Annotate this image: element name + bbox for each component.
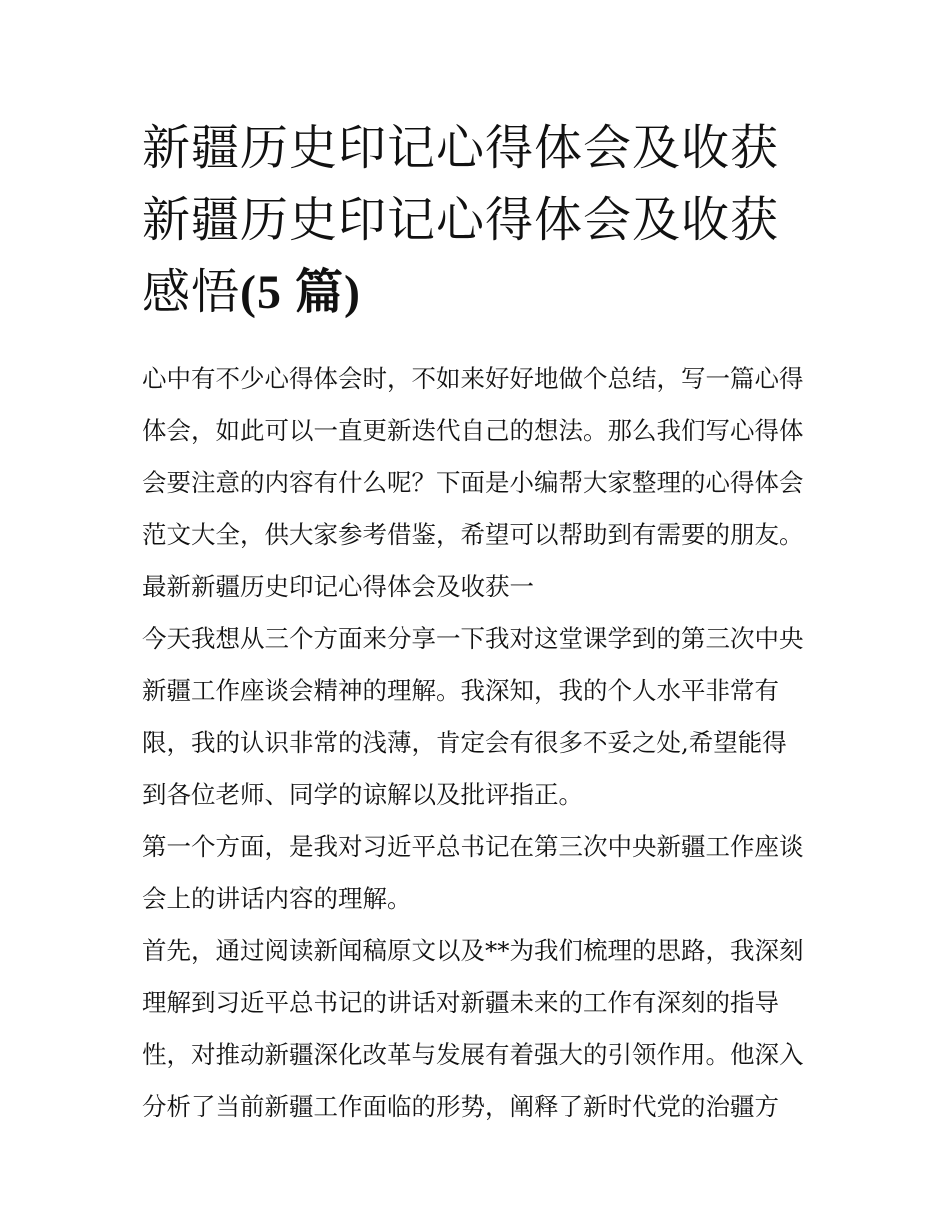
body-line: 今天我想从三个方面来分享一下我对这堂课学到的第三次中央	[142, 624, 804, 653]
body-line: 第一个方面，是我对习近平总书记在第三次中央新疆工作座谈	[142, 832, 804, 861]
document-body	[142, 353, 822, 1133]
body-line: 新疆工作座谈会精神的理解。我深知，我的个人水平非常有	[142, 676, 779, 705]
body-line: 体会，如此可以一直更新迭代自己的想法。那么我们写心得体	[142, 416, 804, 445]
body-line: 会上的讲话内容的理解。	[142, 884, 412, 913]
title-count: (5 篇)	[240, 266, 361, 319]
body-line: 会要注意的内容有什么呢？下面是小编帮大家整理的心得体会	[142, 468, 804, 497]
body-line: 理解到习近平总书记的讲话对新疆未来的工作有深刻的指导	[142, 988, 779, 1017]
title-line: 新疆历史印记心得体会及收获	[142, 192, 780, 248]
body-line: 分析了当前新疆工作面临的形势，阐释了新时代党的治疆方	[142, 1092, 779, 1121]
title-line: 新疆历史印记心得体会及收获	[142, 120, 780, 176]
body-line: 到各位老师、同学的谅解以及批评指正。	[142, 780, 583, 809]
body-line: 性，对推动新疆深化改革与发展有着强大的引领作用。他深入	[142, 1040, 804, 1069]
title-line	[142, 256, 822, 329]
section-heading: 最新新疆历史印记心得体会及收获一	[142, 572, 534, 601]
body-line: 限，我的认识非常的浅薄，肯定会有很多不妥之处,希望能得	[142, 728, 787, 757]
body-line: 首先，通过阅读新闻稿原文以及**为我们梳理的思路，我深刻	[142, 936, 804, 965]
title-line-text: 感悟	[142, 264, 241, 320]
document-title	[142, 112, 822, 329]
body-line: 范文大全，供大家参考借鉴，希望可以帮助到有需要的朋友。	[142, 520, 804, 549]
body-line: 心中有不少心得体会时，不如来好好地做个总结，写一篇心得	[142, 364, 804, 393]
